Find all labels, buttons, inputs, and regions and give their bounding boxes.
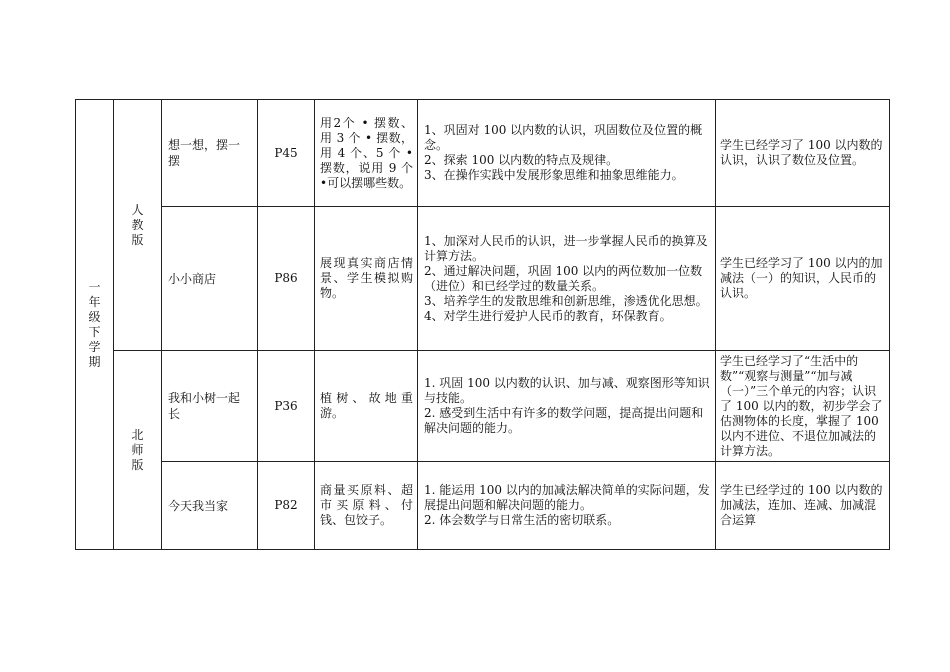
prior-knowledge: 学生已经学过的 100 以内数的加减法，连加、连减、加减混合运算: [716, 462, 890, 550]
lesson-title: 今天我当家: [162, 462, 258, 550]
lesson-activity: 植树、故地重游。: [315, 351, 418, 462]
edition-cell-renjiao: [114, 100, 162, 351]
goal-item: 3、培养学生的发散思维和创新思维，渗透优化思想。: [424, 293, 708, 308]
lesson-goals: [418, 462, 716, 550]
table-row: [76, 462, 890, 550]
edition-char: 版: [131, 457, 144, 472]
edition-char: 教: [131, 217, 144, 232]
goal-item: 1. 能运用 100 以内的加减法解决简单的实际问题，发展提出问题和解决问题的能力。: [424, 483, 710, 512]
grade-char: 级: [88, 309, 101, 324]
prior-knowledge: 学生已经学习了 100 以内数的认识，认识了数位及位置。: [716, 100, 890, 207]
edition-char: 人: [131, 202, 144, 217]
lesson-page: P86: [258, 207, 315, 351]
curriculum-table: [75, 99, 890, 550]
grade-char: 下: [88, 324, 101, 339]
lesson-activity: 展现真实商店情景、学生模拟购物。: [315, 207, 418, 351]
edition-char: 北: [131, 427, 144, 442]
goal-item: 2、探索 100 以内数的特点及规律。: [424, 153, 619, 167]
lesson-activity: 商量买原料、超市买原料、付钱、包饺子。: [315, 462, 418, 550]
goal-item: 1、巩固对 100 以内数的认识，巩固数位及位置的概念。: [424, 123, 703, 152]
lesson-page: P45: [258, 100, 315, 207]
goal-item: 4、对学生进行爱护人民币的教育，环保教育。: [424, 308, 672, 323]
prior-knowledge: 学生已经学习了 100 以内的加减法（一）的知识，人民币的认识。: [716, 207, 890, 351]
table-row: [76, 100, 890, 207]
grade-char: 一: [88, 279, 101, 294]
lesson-title: 我和小树一起长: [162, 351, 258, 462]
lesson-title: 想一想，摆一摆: [162, 100, 258, 207]
edition-cell-beishi: [114, 351, 162, 550]
lesson-title: 小小商店: [162, 207, 258, 351]
goal-item: 1. 巩固 100 以内数的认识、加与减、观察图形等知识与技能。: [424, 376, 710, 405]
goal-item: 1、加深对人民币的认识，进一步掌握人民币的换算及计算方法。: [424, 233, 708, 263]
table-row: [76, 351, 890, 462]
lesson-goals: [418, 207, 716, 351]
goal-item: 2、通过解决问题，巩固 100 以内的两位数加一位数（进位）和已经学过的数量关系。: [424, 263, 703, 293]
prior-knowledge: 学生已经学习了“生活中的数”“观察与测量”“加与减（一）”三个单元的内容；认识了 100 以内的数，初步学会了估测物体的长度，掌握了 100 以内不进位、不退位加减法的计算方法。: [716, 351, 890, 462]
grade-cell: [76, 100, 114, 550]
lesson-goals: [418, 100, 716, 207]
lesson-page: P82: [258, 462, 315, 550]
table-row: [76, 207, 890, 351]
grade-char: 年: [88, 294, 101, 309]
goal-item: 2. 体会数学与日常生活的密切联系。: [424, 513, 620, 527]
edition-char: 师: [131, 442, 144, 457]
lesson-activity: 用2个 • 摆数、用 3 个 • 摆数，用 4 个、5 个 •摆数，说用 9 个 •可以摆哪些数。: [315, 100, 418, 207]
lesson-page: P36: [258, 351, 315, 462]
grade-char: 期: [88, 354, 101, 369]
goal-item: 3、在操作实践中发展形象思维和抽象思维能力。: [424, 168, 684, 182]
lesson-goals: [418, 351, 716, 462]
grade-char: 学: [88, 339, 101, 354]
edition-char: 版: [131, 232, 144, 247]
goal-item: 2. 感受到生活中有许多的数学问题，提高提出问题和解决问题的能力。: [424, 406, 704, 435]
